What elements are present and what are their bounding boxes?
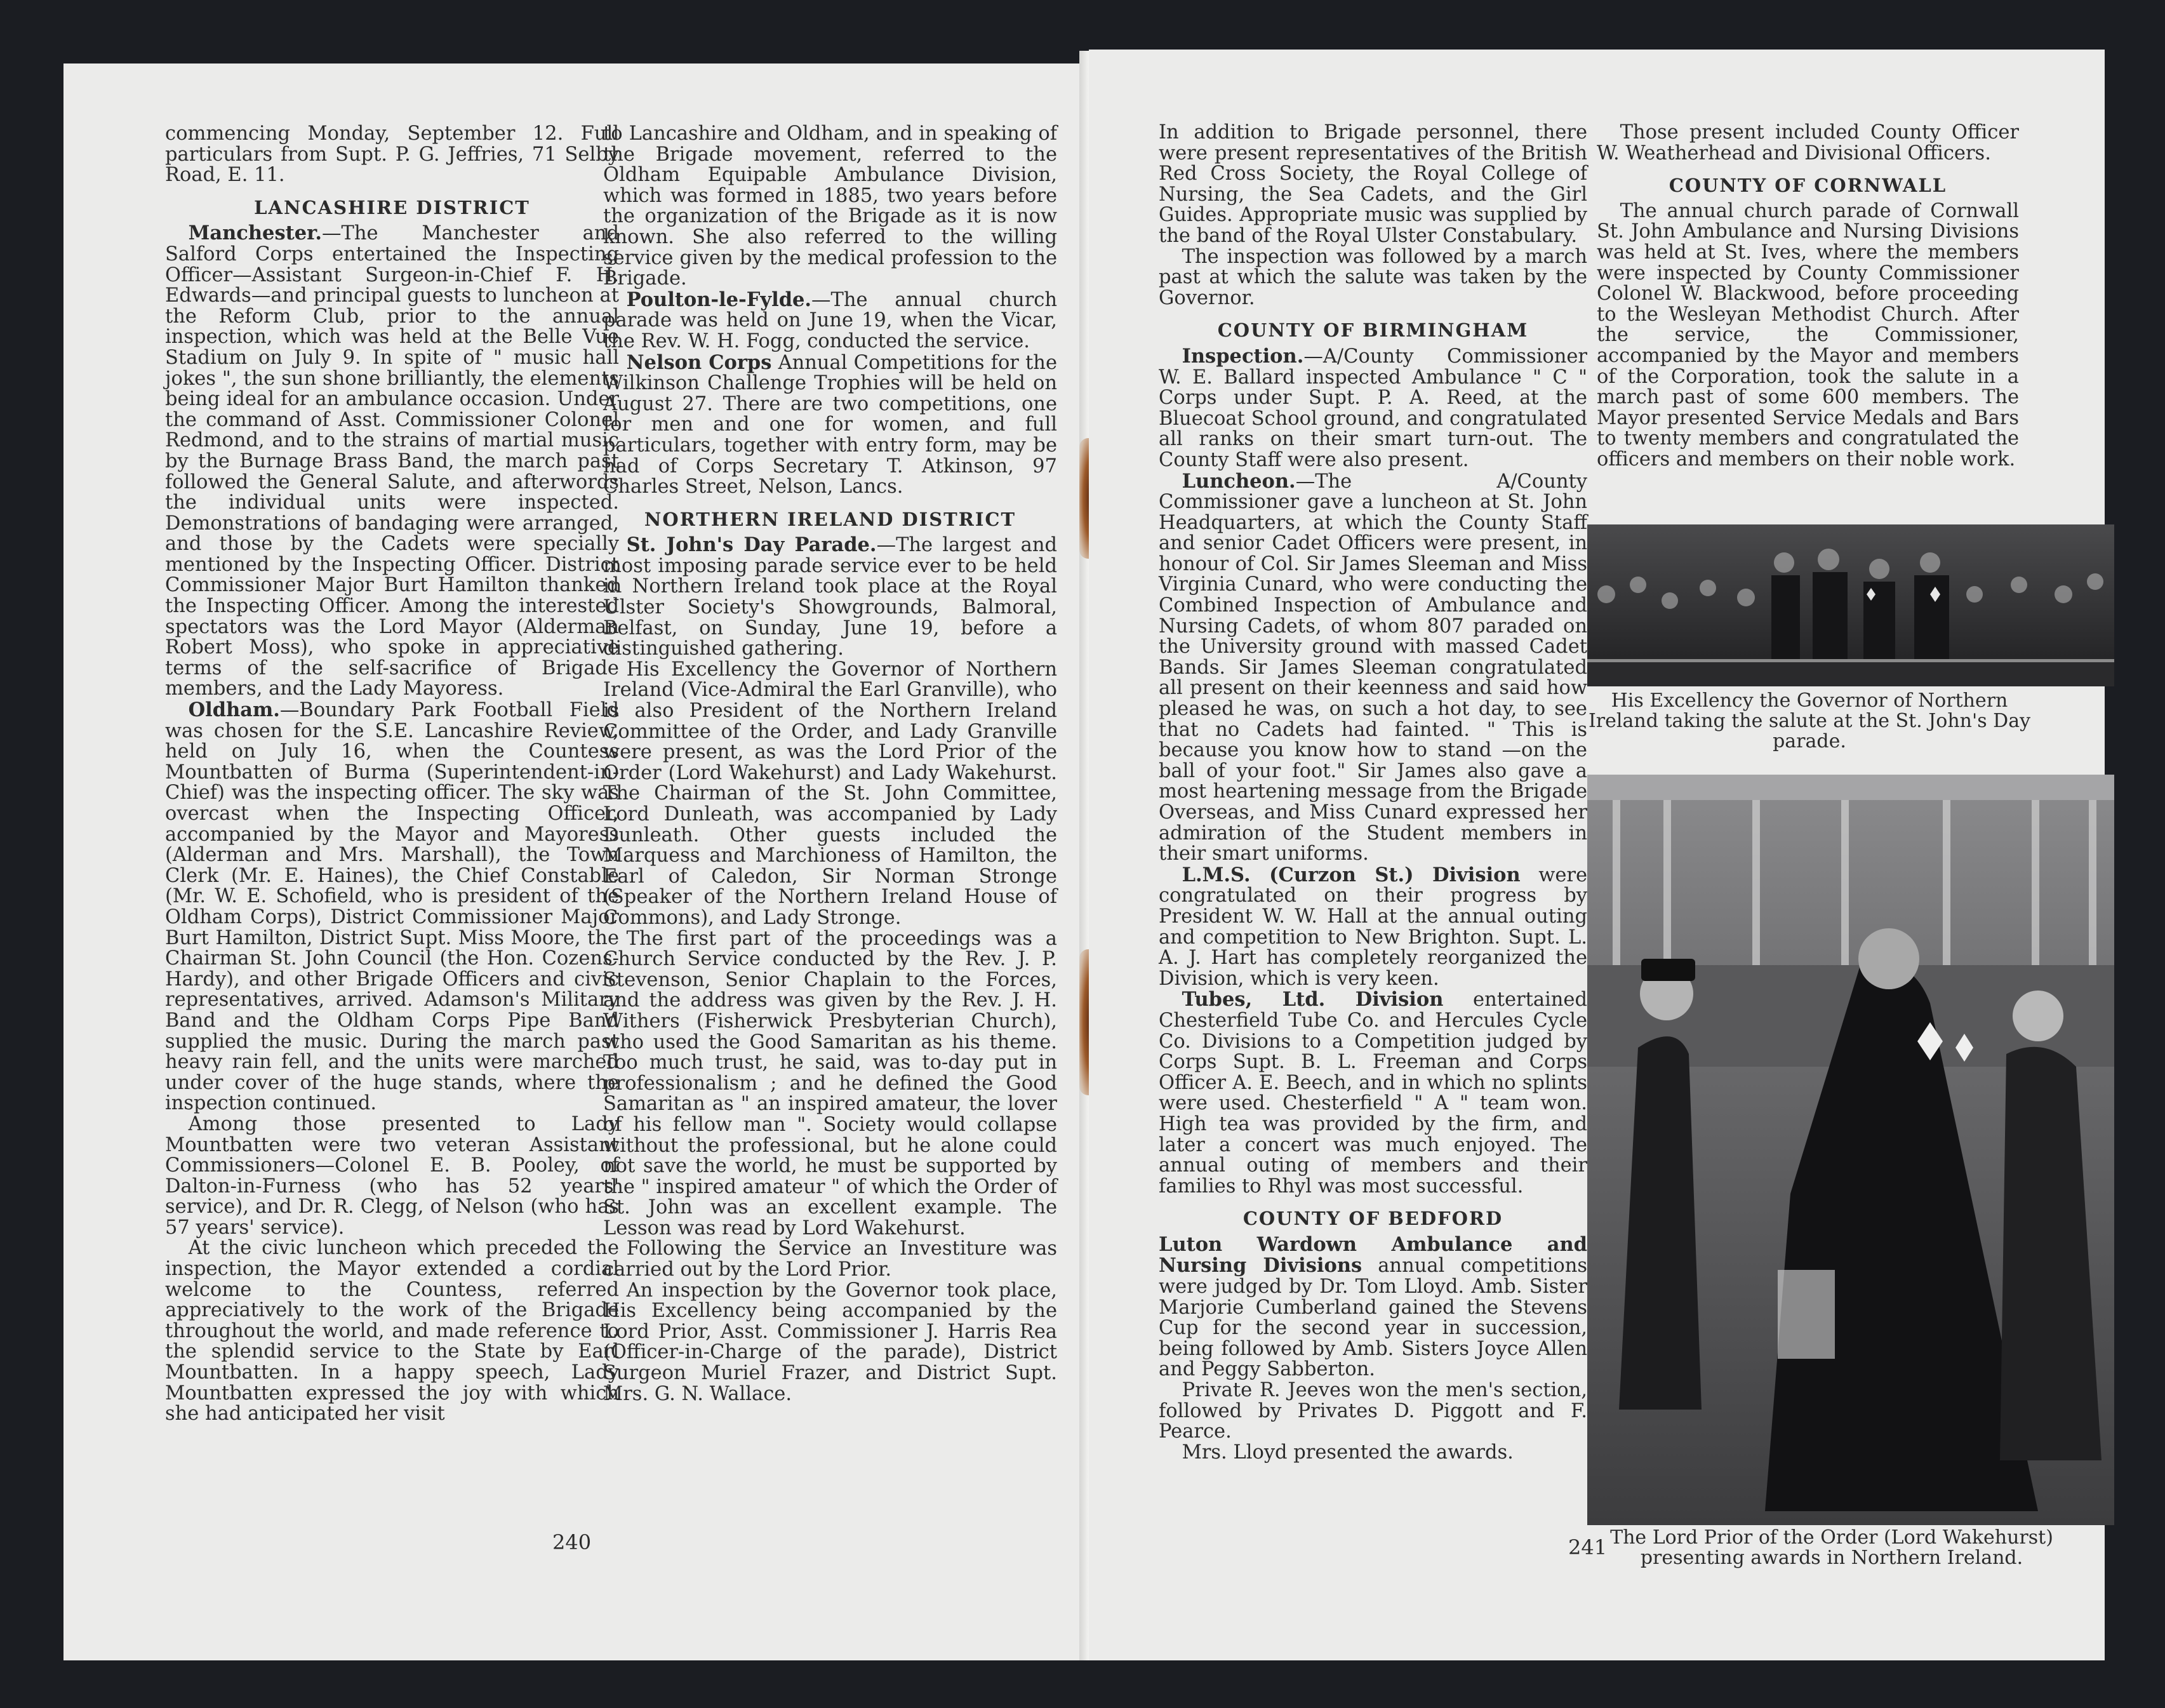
intro-paragraph: commencing Monday, September 12. Full particulars from Supt. P. G. Jeffries, 71 Selby Road, E. 11. [165,123,619,187]
manchester-paragraph [165,223,619,700]
cornwall-paragraph: The annual church parade of Cornwall St. John Ambulance and Nursing Divisions was held at St. Ives, where the members were inspected by County Commissioner Colonel W. Blackwood, before proceeding to the Wesleyan Methodist Church. After the service, the Commissioner, accompanied by the Mayor and members of the Corporation, took the salute in a march past of some 600 members. The Mayor presented Service Medals and Bars to twenty members and congratulated the officers and members on their noble work. [1597,199,2019,470]
luton-runin: Luton Wardown Ambulance and Nursing Divisions [1159,1232,1587,1278]
manchester-text: —The Manchester and Salford Corps entertained the Inspecting Officer—Assistant Surgeon-in-Chief F. H. Edwards—and principal guests to luncheon at the Reform Club, prior to the annual inspection, which was held at the Belle Vue Stadium on July 9. In spite of " music hall jokes ", the sun shone brilliantly, the elements being ideal for an ambulance occasion. Under the command of Asst. Commissioner Colonel Redmond, and to the strains of martial music by the Burnage Brass Band, the march past followed the General Salute, and afterwords the individual units were inspected. Demonstrations of bandaging were arranged, and those by the Cadets were specially mentioned by the Inspecting Officer. District Commissioner Major Burt Hamilton thanked the Inspecting Officer. Among the interested spectators was the Lord Mayor (Alderman Robert Moss), who spoke in appreciative terms of the self-sacrifice of Brigade members, and the Lady Mayoress. [165,222,619,700]
governor-salute-caption: His Excellency the Governor of Northern Ireland taking the salute at the St. John's Day parade. [1588,690,2031,752]
civic-luncheon-paragraph: At the civic luncheon which preceded the inspection, the Mayor extended a cordial welcome to the Countess, referred appreciatively to the work of the Brigade throughout the world, and made reference to the splendid service to the State by Earl Mountbatten. In a happy speech, Lady Mountbatten expressed the joy with which she had anticipated her visit [165,1237,619,1425]
st-johns-day-paragraph [603,535,1057,660]
poulton-paragraph [603,290,1057,352]
tubes-text: entertained Chesterfield Tube Co. and Hercules Cycle Co. Divisions to a Competition judged by Corps Supt. B. L. Freeman and Corps Officer A. E. Beech, and in which no splints were used. Chesterfield " A " team won. High tea was provided by the firm, and later a concert was much enjoyed. The annual outing of members and their families to Rhyl was most successful. [1159,989,1588,1198]
lord-prior-awards-caption: The Lord Prior of the Order (Lord Wakehurst) presenting awards in Northern Ireland. [1610,1526,2053,1569]
inspection-text: —A/County Commissioner W. E. Ballard inspected Ambulance " C " Corps under Supt. P. A. Reed, at the Bluecoat School ground, and congratulated all ranks on their smart turn-out. The County Staff were also present. [1159,345,1587,471]
awards-paragraph: Mrs. Lloyd presented the awards. [1182,1441,1514,1464]
left-column-1 [165,124,619,1425]
bedford-heading: COUNTY OF BEDFORD [1242,1208,1503,1230]
tubes-runin: Tubes, Ltd. Division [1182,988,1444,1011]
luncheon-runin: Luncheon. [1182,469,1296,493]
lancashire-continued-paragraph: to Lancashire and Oldham, and in speaking of the Brigade movement, referred to the Oldham Equipable Ambulance Division, which was formed in 1885, two years before the organization of the Brigade as it is now known. She also referred to the willing service given by the medical profession to the Brigade. [603,123,1057,290]
lancashire-district-heading: LANCASHIRE DISTRICT [254,196,530,218]
private-jeeves-paragraph: Private R. Jeeves won the men's section, followed by Privates D. Piggott and F. Pearce. [1159,1379,1587,1443]
right-page [1089,50,2105,1660]
birmingham-heading: COUNTY OF BIRMINGHAM [1217,319,1529,342]
luncheon-text: —The A/County Commissioner gave a luncheon at St. John Headquarters, at which the County Staff and senior Cadet Officers were present, in honour of Col. Sir James Sleeman and Miss Virginia Cunard, who were conducting the Combined Inspection of Ambulance and Nursing Cadets, of whom 807 paraded on the University ground with massed Cadet Bands. Sir James Sleeman congratulated all present on their keenness and said how pleased he was, on such a hot day, to see that no Cadets had fainted. " This is because you know how to stand —on the ball of your foot." Sir James also gave a most heartening message from the Brigade Overseas, and Miss Cunard expressed her admiration of the Student members in their smart uniforms. [1159,470,1587,865]
luton-text: annual competitions were judged by Dr. Tom Lloyd. Amb. Sister Marjorie Cumberland gained the Stevens Cup for the second year in succession, being followed by Amb. Sisters Joyce Allen and Peggy Sabberton. [1159,1255,1587,1381]
poulton-text: —The annual church parade was held on June 19, when the Vicar, the Rev. W. H. Fogg, conducted the service. [603,288,1057,352]
proceedings-paragraph: The first part of the proceedings was a Church Service conducted by the Rev. J. P. Stevenson, Senior Chaplain to the Forces, and the address was given by the Rev. J. H. Withers (Fisherwick Presbyterian Church), who used the Good Samaritan as his theme. Too much trust, he said, was to-day put in professionalism ; and he defined the Good Samaritan as " an inspired amateur, the lover of his fellow man ". Society would collapse without the professional, but he alone could not save the world, he must be supported by the " inspired amateur " of which the Order of St. John was an excellent example. The Lesson was read by Lord Wakehurst. [603,927,1057,1239]
inspection-runin: Inspection. [1182,344,1304,368]
investiture-paragraph: Following the Service an Investiture was carried out by the Lord Prior. [603,1238,1057,1281]
luncheon-paragraph [1159,471,1587,865]
oldham-runin: Oldham. [188,698,280,722]
right-column-1 [1159,123,1587,1463]
those-present-paragraph: Those present included County Officer W. Weatherhead and Divisional Officers. [1597,121,2019,164]
presented-paragraph: Among those presented to Lady Mountbatten were two veteran Assistant Commissioners—Colonel E. B. Pooley, of Dalton-in-Furness (who has 52 years' service), and Dr. R. Clegg, of Nelson (who has 57 years' service). [165,1112,619,1239]
excellency-paragraph: His Excellency the Governor of Northern Ireland (Vice-Admiral the Earl Granville), who is also President of the Northern Ireland Committee of the Order, and Lady Granville were present, as was the Lord Prior of the Order (Lord Wakehurst) and Lady Wakehurst. The Chairman of the St. John Committee, Lord Dunleath, was accompanied by Lady Dunleath. Other guests included the Marquess and Marchioness of Hamilton, the Earl of Caledon, Sir Norman Stronge (Speaker of the Northern Ireland House of Commons), and Lady Stronge. [603,658,1057,929]
lms-text: were congratulated on their progress by President W. W. Hall at the annual outing and competition to New Brighton. Supt. L. A. J. Hart has completely reorganized the Division, which is very keen. [1159,864,1587,990]
cornwall-heading: COUNTY OF CORNWALL [1669,175,1947,197]
addition-paragraph: In addition to Brigade personnel, there were present representatives of the British Red Cross Society, the Royal College of Nursing, the Sea Cadets, and the Girl Guides. Appropriate music was supplied by the band of the Royal Ulster Constabulary. [1159,121,1587,247]
right-column-2 [1597,123,2019,470]
lms-runin: L.M.S. (Curzon St.) Division [1182,863,1521,886]
nelson-runin: Nelson Corps [626,350,772,374]
left-column-2 [603,124,1057,1404]
oldham-paragraph [165,700,619,1114]
lord-prior-awards-photo [1587,775,2114,1525]
left-page [63,63,1089,1660]
governor-salute-photo-graphic [1587,524,2114,686]
luton-paragraph [1159,1234,1587,1380]
lms-paragraph [1159,865,1587,990]
st-johns-day-text: —The largest and most imposing parade service ever to be held in Northern Ireland took place at the Royal Ulster Society's Showgrounds, Balmoral, Belfast, on Sunday, June 19, before a distinguished gathering. [603,534,1058,660]
st-johns-day-runin: St. John's Day Parade. [626,533,877,557]
nelson-text: Annual Competitions for the Wilkinson Challenge Trophies will be held on August 27. There are two competitions, one for men and one for women, and full particulars, together with entry form, may be had of Corps Secretary T. Atkinson, 97 Charles Street, Nelson, Lancs. [603,351,1057,498]
poulton-runin: Poulton-le-Fylde. [626,288,812,311]
march-past-paragraph: The inspection was followed by a march past at which the salute was taken by the Governor. [1159,245,1587,309]
lord-prior-awards-photo-graphic [1587,775,2114,1525]
nelson-paragraph [603,352,1057,498]
tubes-paragraph [1159,989,1587,1197]
page-number-241: 241 [1568,1535,1608,1559]
oldham-text: —Boundary Park Football Field was chosen for the S.E. Lancashire Review, held on July 16, when the Countess Mountbatten of Burma (Superintendent-in-Chief) was the inspecting officer. The sky was overcast when the Inspecting Officer, accompanied by the Mayor and Mayoress (Alderman and Mrs. Marshall), the Town Clerk (Mr. E. Haines), the Chief Constable (Mr. W. E. Schofield, who is president of the Oldham Corps), District Commissioner Major Burt Hamilton, District Supt. Miss Moore, the Chairman St. John Council (the Hon. Cozens-Hardy), and other Brigade Officers and civic representatives, arrived. Adamson's Military Band and the Oldham Corps Pipe Band supplied the music. During the march past heavy rain fell, and the units were marched under cover of the huge stands, where the inspection continued. [165,699,619,1115]
birmingham-inspection-paragraph [1159,346,1587,471]
inspection-paragraph: An inspection by the Governor took place, His Excellency being accompanied by the Lord Prior, Asst. Commissioner J. Harris Rea (Officer-in-Charge of the parade), District Surgeon Muriel Frazer, and District Supt. Mrs. G. N. Wallace. [603,1279,1057,1405]
governor-salute-photo [1587,524,2114,686]
manchester-runin: Manchester. [188,222,322,245]
northern-ireland-district-heading: NORTHERN IRELAND DISTRICT [644,508,1016,530]
page-number-240: 240 [552,1530,592,1554]
